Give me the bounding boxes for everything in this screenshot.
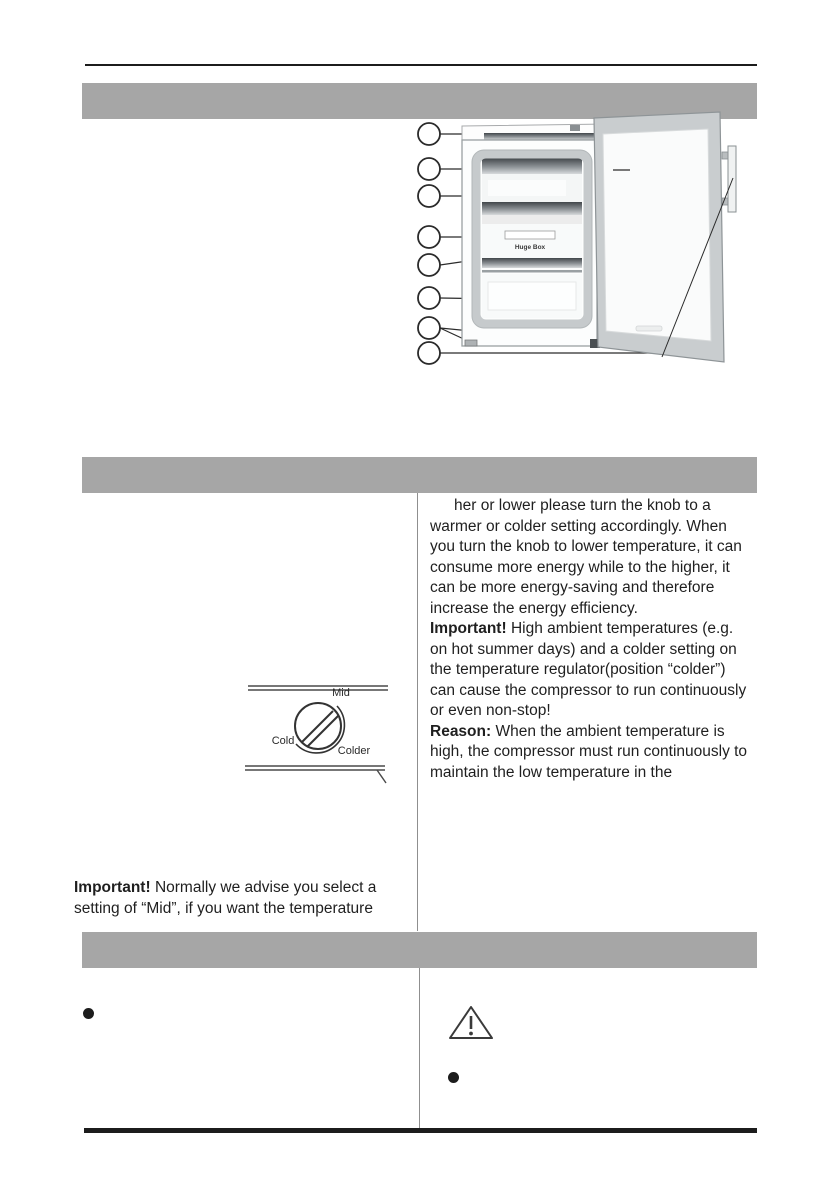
door-latch [570,125,580,131]
callout-circle-7 [418,317,440,339]
paragraph-temperature-setting: her or lower please turn the knob to a warmer or colder setting accordingly. When you turn the knob to lower temperature, it can consume more energy while to the higher, it can be more energy-saving and therefore increase the energy efficiency. [430,497,742,617]
callout-circle-2 [418,158,440,180]
bullet-icon [83,1008,94,1019]
door-inner-panel [603,129,711,341]
paragraph-reason [430,722,748,784]
left-column-important-note [74,878,420,919]
hugebox-label: Huge Box [514,244,546,251]
important-text-2: High ambient temperatures (e.g. on hot summer days) and a colder setting on the temperature regulator(position “colder”) can cause the compressor to run continuously or even non-stop! [430,620,747,719]
hugebox-drawer-face [482,224,582,258]
freezer-diagram [408,110,742,372]
cabinet-top-strip [484,133,608,140]
temperature-knob-diagram [238,672,398,790]
reason-lead: Reason: [430,722,492,740]
right-column-text [430,496,748,783]
paragraph-important [430,619,748,722]
door-handle [722,146,736,212]
callout-circle-5 [418,254,440,276]
knob-label-mid: Mid [332,687,350,699]
warning-triangle-icon [447,1004,495,1042]
top-flap-edge [482,158,582,174]
column-divider-middle [417,493,418,931]
drawer-rail [482,270,582,273]
drawer1-edge [482,202,582,215]
top-rule [85,64,757,66]
leveling-foot [465,340,477,346]
bullet-icon [448,1072,459,1083]
callout-circle-4 [418,226,440,248]
column-divider-bottom [419,968,420,1128]
callout-circle-1 [418,123,440,145]
reason-text: When the ambient temperature is high, the compressor must run continuously to maintain the low temperature in the [430,722,748,781]
important-lead: Important! [74,879,151,896]
knob-label-cold: Cold [271,735,295,747]
cabinet-interior [482,158,582,318]
bottom-rule [84,1128,757,1133]
important-lead-2: Important! [430,620,507,637]
bottom-drawer-highlight [488,282,576,310]
section-header-tips [82,932,757,968]
drawer2-edge [482,258,582,268]
door-vent [636,326,662,331]
section-header-temperature [82,457,757,493]
callout-circle-6 [418,287,440,309]
knob-label-colder: Colder [337,745,371,757]
callout-circle-8 [418,342,440,364]
callout-circle-3 [418,185,440,207]
top-flap-highlight [488,180,566,196]
callout-circles [418,123,440,364]
important-text: Normally we advise you select a setting of “Mid”, if you want the temperature [74,879,377,917]
shelf-strip [482,215,582,224]
hugebox-label-plate [505,231,555,239]
